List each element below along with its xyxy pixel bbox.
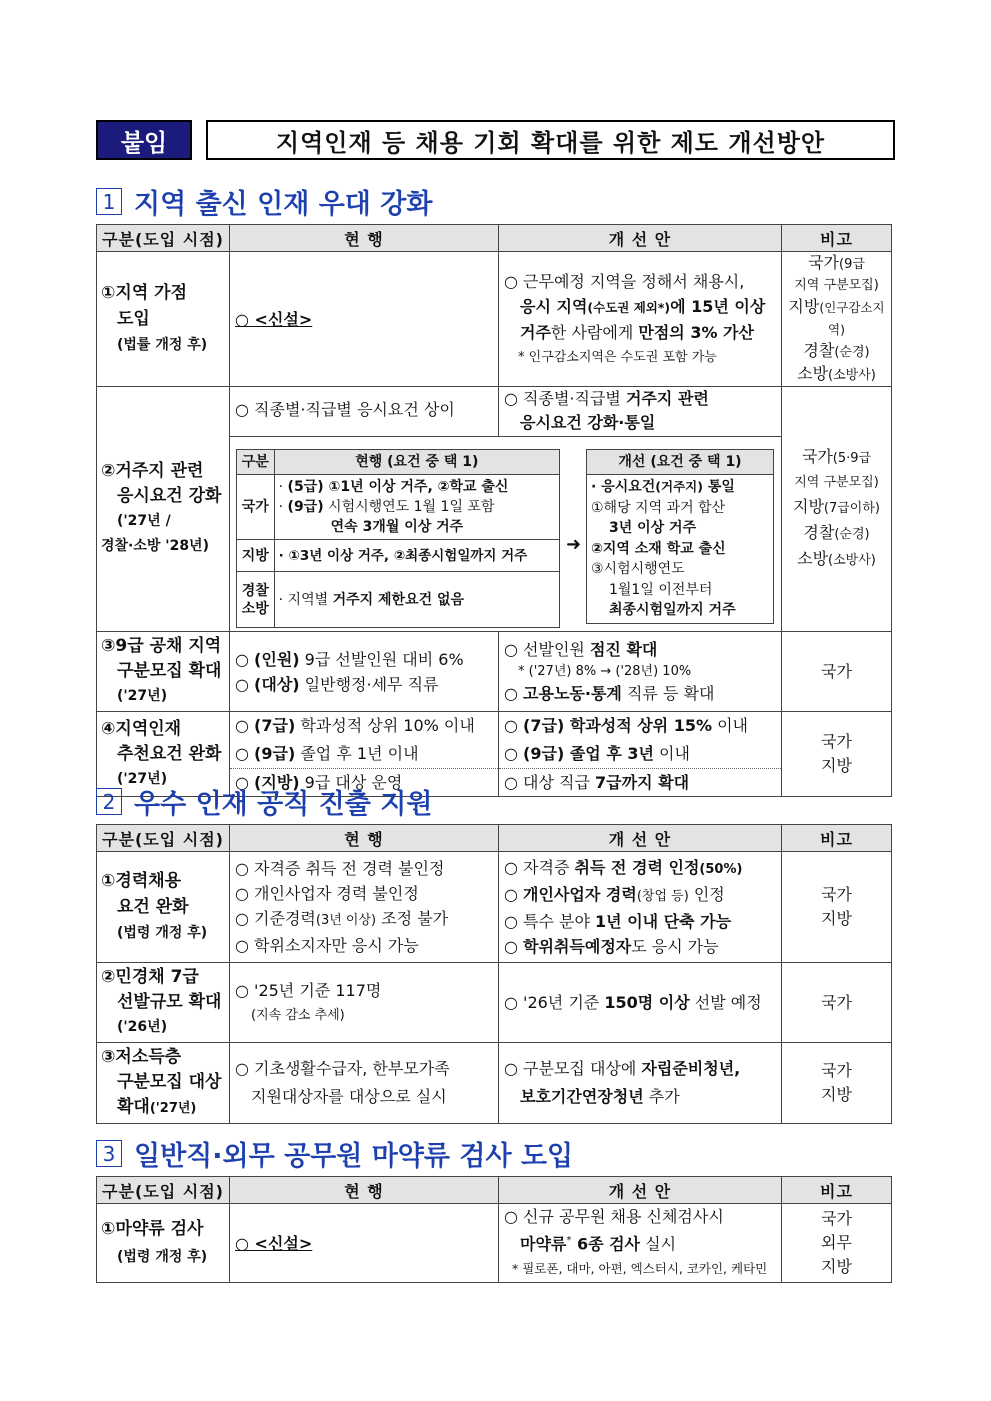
bold-text: 취득 전 경력 인정	[574, 858, 700, 877]
note-line	[782, 521, 891, 547]
plain-text: 시험시행연도 1월 1일 포함	[323, 499, 495, 515]
bold-text: 고용노동·통계	[523, 683, 622, 703]
inner-row-label	[237, 572, 275, 628]
plain-text: ○ 선발인원	[504, 639, 590, 659]
category-line: 도입	[117, 309, 150, 329]
inner-line: ①해당 지역 과거 합산	[591, 499, 726, 516]
bold-text: (9급)	[254, 744, 296, 763]
col-current: 현 행	[230, 225, 499, 252]
col-category: 구분(도입 시점)	[97, 225, 230, 252]
note-small: (순경)	[834, 527, 870, 542]
note-line: 지방	[821, 1085, 852, 1104]
improved-requirements-table	[586, 449, 774, 624]
bold-text: (7급) 학과성적 상위 15%	[523, 716, 713, 735]
note-cell	[782, 252, 892, 387]
category-subline: 경찰·소방 '28년)	[101, 538, 209, 554]
note-line: 국가	[821, 1209, 852, 1228]
improvement-line	[499, 768, 781, 796]
plain-text: 선발 예정	[689, 993, 762, 1012]
col-improvement: 개 선 안	[499, 1177, 782, 1204]
bold-text: 거주지 제한요건 없음	[332, 591, 465, 608]
current-line: ○ 개인사업자 경력 불인정	[235, 884, 419, 903]
table-header-row	[97, 225, 892, 252]
col-current: 현 행	[230, 1177, 499, 1204]
inner-line: 1월1일 이전부터	[609, 581, 713, 598]
improvement-summary	[499, 387, 782, 437]
plain-text: 9급 대상 운영	[299, 773, 403, 792]
bold-text: 거주지 관련	[625, 389, 709, 408]
plain-text: 직류 등 확대	[621, 683, 715, 703]
note-line: 국가	[821, 885, 852, 904]
inner-current-cell	[274, 475, 559, 540]
note-line	[782, 547, 891, 573]
improvement-line: ○ 신규 공무원 채용 신체검사시	[504, 1207, 724, 1227]
note-text: 소방	[797, 364, 829, 383]
footnote: * 인구감소지역은 수도권 포함 가능	[518, 349, 717, 365]
note-cell	[782, 1043, 892, 1124]
category-line: ③저소득층	[101, 1047, 182, 1067]
small-text: (창업 등)	[636, 889, 689, 904]
current-line	[235, 906, 493, 933]
col-improvement: 개 선 안	[499, 825, 782, 852]
note-line: 지방	[821, 1257, 852, 1276]
table-row	[97, 1043, 892, 1124]
improvement-line	[504, 882, 776, 909]
category-line: 응시요건 강화	[117, 486, 222, 506]
current-cell	[230, 1043, 499, 1124]
category-line: ②민경채 7급	[101, 967, 199, 987]
improvement-line	[504, 934, 776, 959]
note-line	[782, 340, 891, 363]
category-line: 구분모집 확대	[117, 661, 222, 681]
attachment-tag-label: 붙임	[120, 128, 168, 157]
improvement-line	[504, 712, 776, 740]
category-small: ('27년)	[149, 1101, 197, 1116]
bold-text: 에 15년 이상	[670, 296, 766, 316]
improvement-line	[504, 639, 776, 661]
improvement-line	[504, 294, 776, 320]
current-line	[235, 647, 493, 672]
note-line: 국가	[821, 1061, 852, 1080]
residence-cell	[230, 387, 782, 632]
bold-text: 7급까지 확대	[595, 773, 690, 792]
plain-text: · 지역별	[278, 591, 333, 608]
inner-line: ③시험시행연도	[591, 561, 685, 577]
plain-text: ○ 직종별·직급별	[504, 389, 626, 408]
improvement-line	[504, 683, 776, 705]
improvement-line	[504, 387, 777, 411]
note-small: (인구감소지역)	[819, 300, 885, 337]
note-text: 경찰	[803, 523, 835, 542]
small-text: (수도권 제외*)	[587, 299, 671, 315]
plain-text: ○ 구분모집 대상에	[504, 1059, 642, 1078]
plain-text: 인정	[688, 885, 725, 904]
current-line	[235, 712, 493, 740]
table-header-row	[97, 1177, 892, 1204]
footnote: * 필로폰, 대마, 아편, 엑스터시, 코카인, 케타민	[512, 1260, 768, 1276]
note-small: (소방사)	[828, 368, 876, 383]
plain-text: 졸업 후 1년 이내	[295, 744, 419, 763]
bold-text: 자립준비청년,	[641, 1059, 741, 1078]
plain-text: 실시	[640, 1234, 677, 1254]
inner-line: 연속 3개월 이상 거주	[330, 519, 464, 535]
note-cell	[782, 852, 892, 963]
current-cell	[230, 963, 499, 1043]
note-text: 지방	[788, 297, 820, 316]
note-cell	[782, 712, 892, 797]
category-subline: ('27년 /	[117, 513, 171, 529]
bold-text: (7급)	[254, 716, 296, 735]
section-3-title: 일반직·외무 공무원 마약류 검사 도입	[134, 1141, 574, 1172]
bold-text: 거주	[520, 322, 551, 342]
category-subline: ('27년)	[117, 688, 168, 704]
inner-row-label: 국가	[237, 475, 275, 540]
col-improvement: 개 선 안	[499, 225, 782, 252]
section-2-table	[96, 824, 892, 1124]
plain-text: ○	[235, 649, 255, 669]
bold-text: 6종 검사	[571, 1234, 641, 1254]
footnote: * ('27년) 8% → ('28년) 10%	[518, 663, 692, 679]
section-3-table	[96, 1176, 892, 1283]
document-title-text: 지역인재 등 채용 기회 확대를 위한 제도 개선방안	[275, 128, 826, 157]
category-line	[101, 1095, 227, 1121]
note-line	[782, 495, 891, 521]
bold-text: · 응시요건	[591, 479, 656, 495]
section-1-table	[96, 224, 892, 797]
inner-row-label: 지방	[237, 540, 275, 572]
inner-line	[279, 497, 555, 517]
plain-text: ○	[235, 744, 255, 763]
bold-text: 응시 지역	[520, 296, 588, 316]
category-text: 확대	[117, 1097, 150, 1117]
bold-text: (대상)	[254, 674, 300, 694]
note-cell	[782, 387, 892, 632]
inner-line: 3년 이상 거주	[609, 520, 697, 536]
improvement-cell	[499, 852, 782, 963]
col-note: 비고	[782, 1177, 892, 1204]
note-line: 국가	[821, 732, 852, 751]
improvement-line	[504, 1229, 776, 1256]
bold-text: 개인사업자 경력	[523, 885, 637, 904]
note-line: 지역 구분모집)	[794, 475, 879, 490]
bold-text: (9급) 졸업 후 3년	[523, 744, 654, 763]
note-line: 지방	[821, 756, 852, 775]
note-cell: 국가	[782, 632, 892, 712]
category-line: ④지역인재	[101, 718, 182, 739]
plain-text: ○ 특수 분야	[504, 912, 596, 931]
category-subline: (법령 개정 후)	[117, 1249, 208, 1265]
row-category	[97, 632, 230, 712]
current-cell	[230, 1204, 499, 1283]
plain-text: 한 사람에게	[550, 322, 639, 342]
note-cell	[782, 1204, 892, 1283]
bold-text: 1년 이내 단축 가능	[595, 912, 732, 931]
document-title	[206, 120, 895, 160]
plain-text: ·	[278, 499, 288, 515]
note-text: 국가	[808, 253, 839, 272]
plain-text: 이내	[653, 744, 690, 763]
note-text: 국가	[801, 447, 833, 466]
plain-text: ○ 자격증	[504, 858, 575, 877]
section-3-heading	[96, 1134, 573, 1173]
plain-text: ·	[278, 479, 288, 495]
improvement-group	[499, 712, 781, 768]
note-small: (소방사)	[828, 553, 876, 568]
section-2-heading	[96, 782, 432, 821]
category-line: ③9급 공채 지역	[101, 636, 222, 656]
plain-text: ○	[504, 744, 524, 763]
note-line	[782, 296, 891, 340]
improvement-cell	[499, 252, 782, 387]
note-line: 외무	[821, 1233, 852, 1252]
table-header-row	[97, 825, 892, 852]
plain-text: ○	[235, 674, 255, 694]
category-line: ①마약류 검사	[101, 1219, 204, 1239]
improvement-line: 응시요건 강화·통일	[520, 413, 656, 432]
table-row	[97, 632, 892, 712]
col-category: 구분(도입 시점)	[97, 825, 230, 852]
category-subline: ('27년)	[117, 770, 168, 787]
bold-text: 통일	[702, 479, 735, 495]
small-text: (거주지)	[655, 479, 703, 494]
improvement-line	[504, 320, 776, 345]
plain-text: ○	[504, 885, 524, 904]
improvement-line	[504, 1083, 776, 1111]
inner-line: ②지역 소재 학교 출신	[591, 540, 726, 557]
bold-text: 학위취득예정자	[523, 937, 632, 956]
improvement-cell	[499, 963, 782, 1043]
note-small: (9급	[839, 257, 865, 272]
plain-text: 학과성적 상위 10% 이내	[295, 716, 475, 735]
bold-text: 보호기간연장청년	[520, 1087, 644, 1106]
col-note: 비고	[782, 825, 892, 852]
section-1-heading	[96, 182, 432, 221]
inner-head-current: 현행 (요건 중 택 1)	[274, 450, 559, 475]
plain-text: ○	[504, 937, 524, 956]
plain-text: ○	[504, 716, 524, 735]
table-row	[97, 1204, 892, 1283]
row-category	[97, 1043, 230, 1124]
inner-line	[279, 477, 555, 497]
current-line	[235, 740, 493, 768]
section-2-number: 2	[96, 788, 122, 815]
category-subline: ('26년)	[117, 1019, 168, 1035]
bold-text: 마약류	[520, 1234, 567, 1254]
col-category: 구분(도입 시점)	[97, 1177, 230, 1204]
col-note: 비고	[782, 225, 892, 252]
note-text: 소방	[797, 549, 829, 568]
new-label: ○ <신설>	[235, 1233, 313, 1253]
current-subline: (지속 감소 추세)	[251, 1007, 345, 1023]
table-row	[97, 852, 892, 963]
improvement-line	[504, 1055, 776, 1083]
inner-improvement-cell	[587, 475, 774, 624]
note-text: 경찰	[803, 341, 835, 360]
category-line: 구분모집 대상	[117, 1072, 222, 1092]
row-category	[97, 1204, 230, 1283]
section-3-number: 3	[96, 1140, 122, 1167]
inner-current-cell: · ①3년 이상 거주, ②최종시험일까지 거주	[274, 540, 559, 572]
note-small: (5·9급	[832, 451, 872, 466]
row-category	[97, 852, 230, 963]
improvement-cell	[499, 712, 782, 797]
improvement-line	[504, 909, 776, 934]
note-small: (순경)	[834, 345, 870, 360]
section-1-number: 1	[96, 188, 122, 215]
row-category	[97, 387, 230, 632]
inner-line	[591, 477, 769, 498]
improvement-cell	[499, 1204, 782, 1283]
col-current: 현 행	[230, 825, 499, 852]
current-requirements-table	[236, 449, 560, 628]
current-cell	[230, 632, 499, 712]
note-line	[782, 363, 891, 386]
improvement-cell	[499, 632, 782, 712]
table-row	[97, 252, 892, 387]
current-group	[230, 712, 498, 768]
plain-text: 일반행정·세무 직류	[299, 674, 439, 694]
category-line: ①경력채용	[101, 871, 182, 891]
section-1-title: 지역 출신 인재 우대 강화	[134, 189, 433, 220]
inner-head-category: 구분	[237, 450, 275, 475]
note-text: 지방	[792, 497, 824, 516]
current-line: ○ 기초생활수급자, 한부모가족	[235, 1059, 450, 1078]
plain-text: 이내	[712, 716, 749, 735]
note-line: 지방	[821, 909, 852, 928]
plain-text: ○	[235, 716, 255, 735]
category-subline: (법령 개정 후)	[117, 925, 208, 941]
note-line: 지역 구분모집)	[794, 278, 879, 293]
bold-text: (9급)	[287, 499, 324, 515]
current-cell	[230, 252, 499, 387]
category-line: 추천요건 완화	[117, 743, 222, 764]
category-line: 요건 완화	[117, 897, 189, 917]
section-2-title: 우수 인재 공직 진출 지원	[134, 789, 433, 820]
table-row	[97, 963, 892, 1043]
category-line: ①지역 가점	[101, 283, 187, 303]
plain-text: 도 응시 가능	[631, 937, 719, 956]
improvement-line	[504, 990, 776, 1015]
plain-text: ○	[504, 683, 524, 703]
row-label-line: 소방	[241, 600, 269, 617]
current-cell	[230, 852, 499, 963]
category-subline: (법률 개정 후)	[117, 337, 208, 353]
improvement-line: ○ 근무예정 지역을 정해서 채용시,	[504, 271, 745, 291]
bold-text: 150명 이상	[604, 993, 690, 1012]
inner-line: 최종시험일까지 거주	[609, 602, 736, 618]
plain-text: ○	[235, 773, 255, 792]
plain-text: 조정 불가	[376, 909, 449, 928]
row-category	[97, 963, 230, 1043]
note-line	[782, 445, 891, 471]
table-row	[97, 387, 892, 632]
bold-text: 점진 확대	[589, 639, 658, 659]
bold-text: (5급) ①1년 이상 거주, ②학교 출신	[287, 479, 509, 495]
row-label-line: 경찰	[241, 582, 269, 599]
plain-text: ○ '26년 기준	[504, 993, 605, 1012]
bold-text: (인원)	[254, 649, 300, 669]
plain-text: ○ 기준경력	[235, 909, 316, 928]
current-line: ○ '25년 기준 117명	[235, 980, 382, 1000]
attachment-tag	[96, 120, 192, 160]
improvement-line	[504, 855, 776, 882]
current-summary: ○ 직종별·직급별 응시요건 상이	[230, 387, 499, 437]
arrow-icon: ➜	[566, 534, 582, 555]
plain-text: ○ 대상 직급	[504, 773, 596, 792]
note-small: (7급이하)	[823, 501, 880, 516]
row-category	[97, 252, 230, 387]
small-text: (50%)	[699, 862, 743, 877]
new-label: ○ <신설>	[235, 309, 313, 329]
small-text: (3년 이상)	[315, 913, 377, 928]
bold-text: (지방)	[254, 773, 300, 792]
current-line	[235, 672, 493, 697]
current-line: 지원대상자를 대상으로 실시	[251, 1087, 447, 1106]
category-line: 선발규모 확대	[117, 992, 222, 1012]
current-line: ○ 학위소지자만 응시 가능	[235, 936, 419, 955]
plain-text: 추가	[643, 1087, 680, 1106]
improvement-cell	[499, 1043, 782, 1124]
bold-text: 만점의 3% 가산	[638, 322, 754, 342]
note-cell: 국가	[782, 963, 892, 1043]
footnote-mark: *	[566, 1235, 572, 1247]
inner-head-improvement: 개선 (요건 중 택 1)	[587, 450, 774, 475]
inner-current-cell	[274, 572, 559, 628]
current-line: ○ 자격증 취득 전 경력 불인정	[235, 859, 445, 878]
improvement-line	[504, 740, 776, 768]
plain-text: 9급 선발인원 대비 6%	[299, 649, 464, 669]
category-line: ②거주지 관련	[101, 461, 204, 481]
note-line	[782, 252, 891, 275]
